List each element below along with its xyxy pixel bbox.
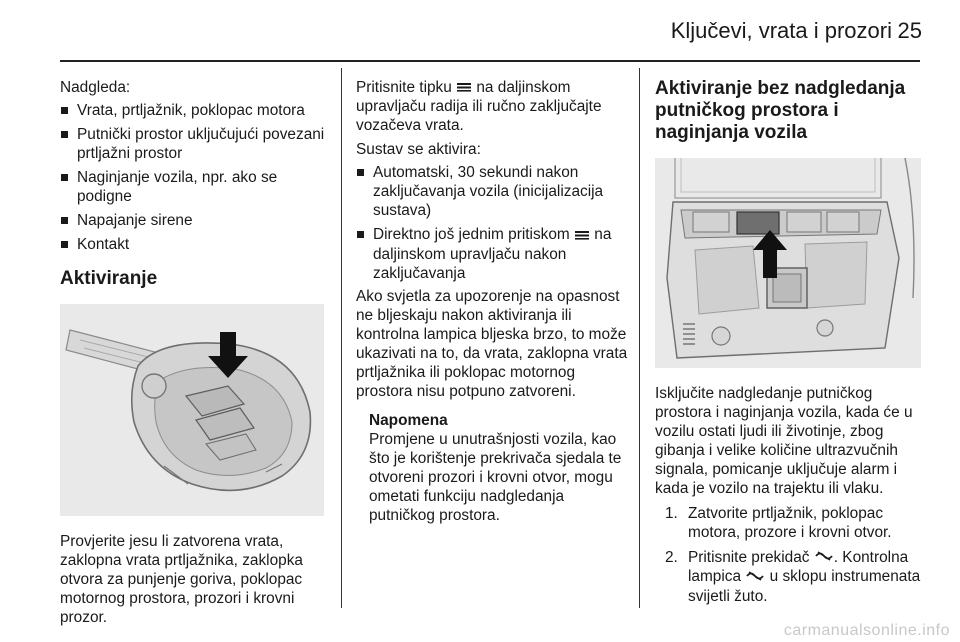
overhead-console-figure [655,158,921,368]
step-number: 2. [665,549,678,566]
column-3 [655,78,923,612]
note-title: Napomena [369,411,448,429]
step-number: 1. [665,505,678,522]
column-2 [356,78,628,525]
system-activates-text: Sustav se aktivira: [356,141,481,159]
note-box [356,411,628,525]
lock-button-icon [456,78,472,97]
key-fob-figure [60,304,324,516]
step-text-mid: . Kontrolna lampica [688,549,909,586]
column-1 [60,78,326,627]
intro-text: Nadgleda: [60,79,131,96]
note-text: Promjene u unutrašnjosti vozila, kao što je korištenje prekrivača sjedala te otvoreni prozori i krovni otvor, mogu ometati funkciju nadgledanja putničkog prostora. [369,430,622,524]
header-rule [60,60,920,62]
interior-sensor-icon [745,568,765,587]
section-heading: Aktiviranje bez nadgledanja putničkog prostora i naginjanja vozila [655,78,906,143]
overhead-console-illustration [655,158,921,368]
step-text-before: Pritisnite prekidač [688,549,810,566]
lock-button-icon [574,226,590,245]
warning-text: Ako svjetla za upozorenje na opasnost ne bljeskaju nakon aktiviranja ili kontrolna lampica bljeska brzo, to može ukazivati na to, da vrata, zaklopna vrata prtljažnika ili poklopac motornog prostora nisu potpuno zatvoreni. [356,287,628,400]
list-item: Napajanje sirene [60,211,326,230]
watermark: carmanualsonline.info [783,622,950,639]
list-item-after: na daljinskom upravljaču nakon zaključavanja [373,226,612,282]
list-item: Automatski, 30 sekundi nakon zaključavanja vozila (inicijalizacija sustava) [356,163,628,220]
list-item-before: Direktno još jednim pritiskom [373,226,570,244]
page-number: 25 [897,18,922,43]
activation-text-after: na daljinskom upravljaču radija ili ručno zaključajte vozačeva vrata. [356,79,602,135]
activation-text-before: Pritisnite tipku [356,79,452,96]
list-item: Naginjanje vozila, npr. ako se podigne [60,168,326,206]
step-item [655,548,923,606]
activation-text [356,78,628,135]
header-title: Ključevi, vrata i prozori [670,18,892,43]
monitored-list [60,101,326,254]
step-text: Zatvorite prtljažnik, poklopac motora, prozore i krovni otvor. [688,505,892,541]
key-fob-illustration [60,304,324,516]
step-item [655,504,923,542]
list-item: Putnički prostor uključujući povezani prtljažni prostor [60,125,326,163]
list-item [356,225,628,282]
column-divider-2 [639,68,640,608]
column-divider-1 [341,68,342,608]
check-closed-text: Provjerite jesu li zatvorena vrata, zaklopna vrata prtljažnika, zaklopka otvora za punjenje goriva, poklopac motornog prostora, prozori i krovni prozor. [60,533,303,626]
activation-list [356,163,628,282]
list-item: Kontakt [60,235,326,254]
section-heading: Aktiviranje [60,268,158,289]
steps-list [655,504,923,606]
interior-sensor-icon [814,548,834,567]
list-item: Vrata, prtljažnik, poklopac motora [60,101,326,120]
disable-monitoring-text: Isključite nadgledanje putničkog prostora i naginjanja vozila, kada će u vozilu ostati ljudi ili životinje, zbog gibanja i velike količine ultrazvučnih signala, pomicanje uključuje alarm i kada je vozilo na trajektu ili vlaku. [655,385,913,497]
step-text-after: u sklopu instrumenata svijetli žuto. [688,568,921,605]
